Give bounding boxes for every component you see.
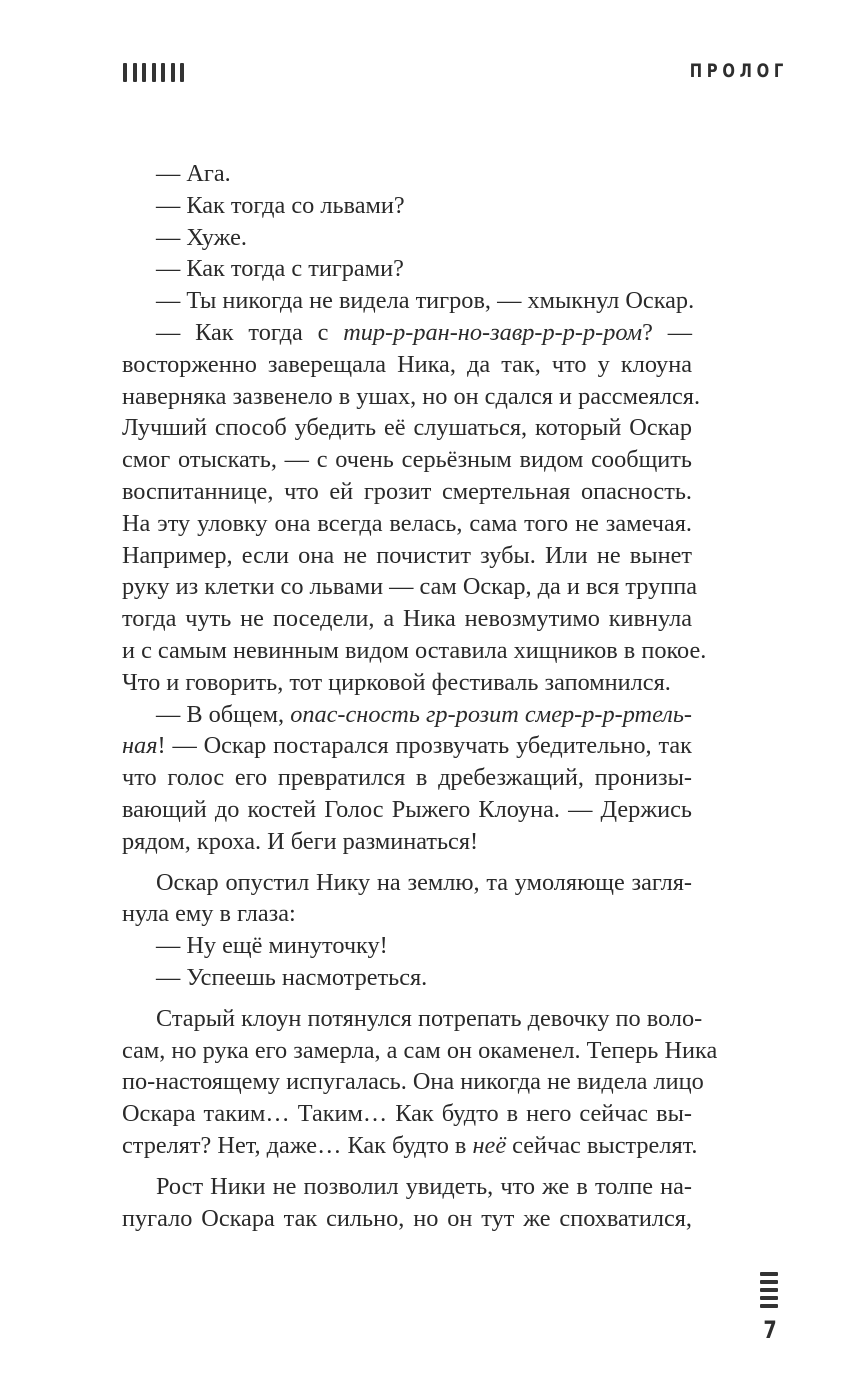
page-mark	[760, 1288, 778, 1292]
header-mark	[133, 63, 137, 82]
text-line: Оскар опустил Нику на землю, та умоляюще загля-	[156, 868, 692, 896]
page-mark	[760, 1304, 778, 1308]
header-mark	[142, 63, 146, 82]
text-line	[122, 317, 692, 349]
emphasis-text: неё	[472, 1131, 507, 1159]
text-line: На эту уловку она всегда велась, сама того не замечая.	[122, 509, 692, 537]
header-mark	[171, 63, 175, 82]
text-line: — Ты никогда не видела тигров, — хмыкнул Оскар.	[156, 287, 695, 315]
text-line: наверняка зазвенело в ушах, но он сдался и рассмеялся.	[122, 382, 701, 410]
text-line: по-настоящему испугалась. Она никогда не видела лицо	[122, 1068, 704, 1096]
text-line	[122, 699, 692, 731]
body-text	[122, 158, 718, 1234]
text-line: сам, но рука его замерла, а сам он окаменел. Теперь Ника	[122, 1036, 718, 1064]
page-mark	[760, 1296, 778, 1300]
text-line	[122, 1130, 698, 1162]
text-line: что голос его превратился в дребезжащий, пронизы-	[122, 764, 692, 792]
emphasis-text: тир-р-ран-но-завр-р-р-р-ром	[343, 318, 643, 346]
text-line: воспитаннице, что ей грозит смертельная опасность.	[122, 477, 692, 505]
text-line: пугало Оскара так сильно, но он тут же спохватился,	[122, 1204, 692, 1232]
running-title: ПРОЛОГ	[689, 60, 788, 82]
page-mark	[760, 1280, 778, 1284]
text-line: — Ну ещё минуточку!	[156, 932, 388, 960]
header-mark	[123, 63, 127, 82]
text-line: Лучший способ убедить её слушаться, который Оскар	[122, 414, 692, 442]
page-number: 7	[763, 1316, 777, 1344]
text-line: восторженно заверещала Ника, да так, что у клоуна	[122, 350, 692, 378]
header-decorative-marks	[123, 63, 184, 83]
text-line: Старый клоун потянулся потрепать девочку по воло-	[156, 1004, 703, 1032]
line-part: — В общем,	[156, 700, 291, 728]
text-line: смог отыскать, — с очень серьёзным видом сообщить	[122, 446, 692, 474]
text-line: — Успеешь насмотреться.	[156, 963, 428, 991]
line-part: сейчас выстрелят.	[506, 1131, 698, 1159]
text-line: нула ему в глаза:	[122, 900, 296, 928]
text-line: руку из клетки со львами — сам Оскар, да и вся труппа	[122, 573, 698, 601]
text-line: Оскара таким… Таким… Как будто в него сейчас вы-	[122, 1100, 692, 1128]
header-mark	[180, 63, 184, 82]
text-line: и с самым невинным видом оставила хищников в покое.	[122, 636, 707, 664]
emphasis-text: опас-сность гр-розит смер-р-р-ртель-	[290, 700, 692, 728]
header-mark	[152, 63, 156, 82]
page-mark	[760, 1272, 778, 1276]
line-part: ? —	[642, 318, 693, 346]
text-line: — Ага.	[156, 160, 231, 187]
header-mark	[161, 63, 165, 82]
line-part: — Как тогда с	[156, 318, 344, 346]
text-line: — Хуже.	[156, 223, 247, 251]
text-line: рядом, кроха. И беги разминаться!	[122, 827, 479, 855]
text-line	[122, 730, 692, 762]
text-line: — Как тогда с тиграми?	[156, 255, 404, 283]
page-decorative-marks	[760, 1272, 778, 1308]
line-part: стрелят? Нет, даже… Как будто в	[122, 1131, 473, 1159]
text-line: тогда чуть не поседели, а Ника невозмутимо кивнула	[122, 605, 692, 633]
emphasis-text: ная	[122, 732, 158, 760]
text-line: — Как тогда со львами?	[156, 191, 405, 219]
text-line: вающий до костей Голос Рыжего Клоуна. — Держись	[122, 795, 692, 823]
text-line: Например, если она не почистит зубы. Или не вынет	[122, 541, 692, 569]
line-part: ! — Оскар постарался прозвучать убедительно, так	[157, 732, 692, 760]
text-line: Рост Ники не позволил увидеть, что же в толпе на-	[156, 1172, 692, 1200]
text-line: Что и говорить, тот цирковой фестиваль запомнился.	[122, 668, 671, 696]
